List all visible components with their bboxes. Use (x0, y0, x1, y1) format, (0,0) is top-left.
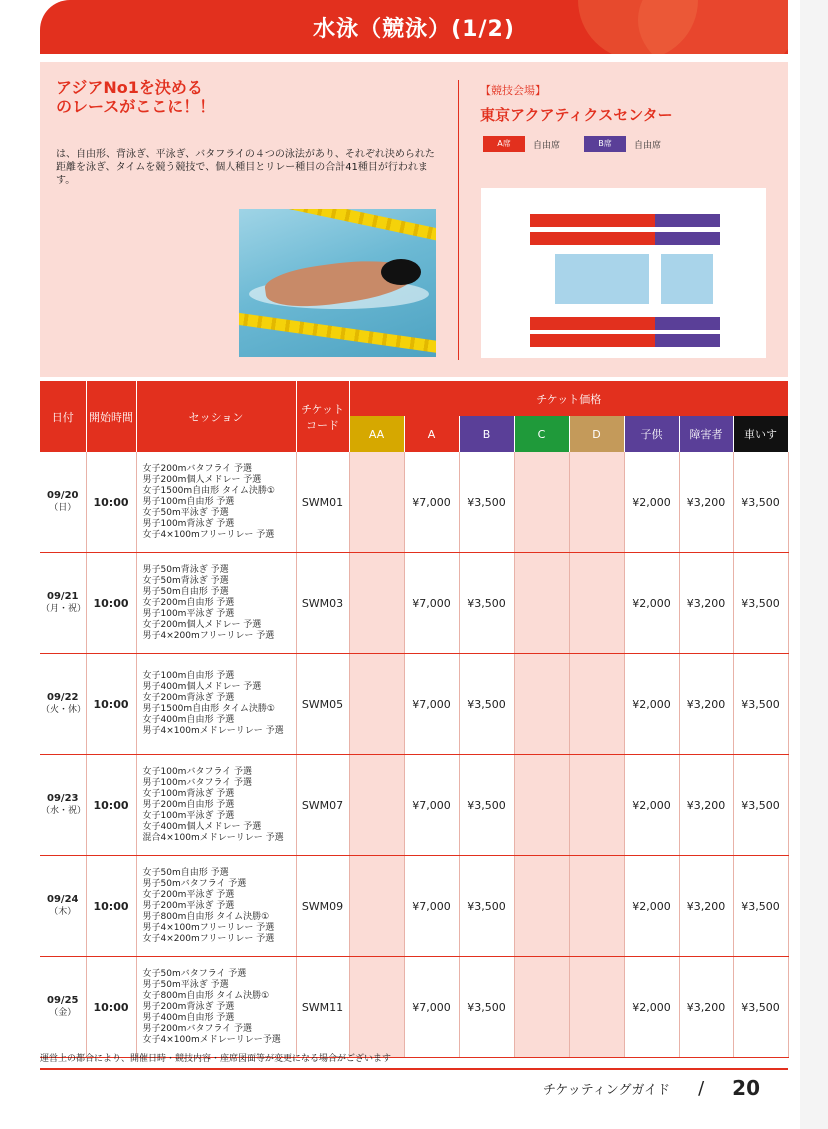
seat-section-a (530, 214, 655, 227)
date-value: 09/22 (47, 692, 79, 703)
header-tier: A (404, 416, 459, 452)
day-of-week: （火・休） (41, 705, 87, 715)
price-cell: ¥2,000 (624, 553, 679, 654)
session-cell: 女子100mバタフライ 予選 男子100mバタフライ 予選 女子100m背泳ぎ 予選 男子200m自由形 予選 女子100m平泳ぎ 予選 女子400m個人メドレー 予選 混合4×100mメドレーリレー 予選 (136, 755, 296, 856)
price-cell (514, 452, 569, 553)
price-cell: ¥3,500 (459, 553, 514, 654)
seat-section-a (530, 334, 655, 347)
seat-section-b (655, 214, 720, 227)
day-of-week: （月・祝） (41, 604, 87, 614)
day-of-week: （水・祝） (41, 806, 87, 816)
footer-slash: / (698, 1077, 705, 1099)
header-session: セッション (136, 381, 296, 452)
seat-row (530, 317, 720, 330)
price-cell: ¥2,000 (624, 755, 679, 856)
price-cell: ¥7,000 (404, 957, 459, 1058)
price-cell: ¥7,000 (404, 755, 459, 856)
session-cell: 男子50m背泳ぎ 予選 女子50m背泳ぎ 予選 男子50m自由形 予選 女子200m自由形 予選 男子100m平泳ぎ 予選 女子200m個人メドレー 予選 男子4×200mフリーリレー 予選 (136, 553, 296, 654)
price-cell (349, 553, 404, 654)
price-cell (569, 553, 624, 654)
header-tier: 子供 (624, 416, 679, 452)
ticket-code-cell: SWM01 (296, 452, 349, 553)
legend-text-a: 自由席 (533, 140, 561, 151)
price-cell: ¥2,000 (624, 654, 679, 755)
price-cell (514, 957, 569, 1058)
header-start-time: 開始時間 (86, 381, 136, 452)
header-tier: 障害者 (679, 416, 733, 452)
header-tier: D (569, 416, 624, 452)
start-time-cell: 10:00 (86, 553, 136, 654)
price-cell: ¥3,500 (459, 755, 514, 856)
price-cell (514, 654, 569, 755)
main-pool (555, 254, 649, 304)
ticket-code-cell: SWM09 (296, 856, 349, 957)
price-cell: ¥7,000 (404, 856, 459, 957)
date-value: 09/24 (47, 894, 79, 905)
day-of-week: （金） (49, 1008, 77, 1018)
price-cell: ¥3,200 (679, 452, 733, 553)
lane-rope (280, 209, 436, 247)
page-title: 水泳（競泳）(1/2) (313, 17, 515, 42)
price-cell: ¥2,000 (624, 957, 679, 1058)
start-time-cell: 10:00 (86, 957, 136, 1058)
price-cell: ¥2,000 (624, 856, 679, 957)
seat-row (530, 214, 720, 227)
table-row (40, 755, 788, 856)
seat-map (481, 188, 766, 358)
legend-b (584, 136, 661, 152)
date-value: 09/21 (47, 591, 79, 602)
table-row (40, 957, 788, 1058)
page (40, 0, 788, 1129)
catchphrase-line-1: アジアNo1を決める (56, 78, 203, 97)
legend-text-b: 自由席 (634, 140, 662, 151)
price-cell: ¥2,000 (624, 452, 679, 553)
header-tier: C (514, 416, 569, 452)
price-cell (514, 553, 569, 654)
price-cell: ¥3,500 (733, 957, 788, 1058)
table-row (40, 452, 788, 553)
seat-section-a (530, 232, 655, 245)
date-value: 09/20 (47, 490, 79, 501)
legend-chip-a: A席 (483, 136, 525, 152)
ticket-code-cell: SWM07 (296, 755, 349, 856)
price-cell: ¥3,500 (459, 856, 514, 957)
session-cell: 女子50m自由形 予選 男子50mバタフライ 予選 女子200m平泳ぎ 予選 男子200m平泳ぎ 予選 男子800m自由形 タイム決勝① 男子4×100mフリーリレー 予選 女子4×200mフリーリレー 予選 (136, 856, 296, 957)
ticket-code-cell: SWM03 (296, 553, 349, 654)
table-row (40, 553, 788, 654)
price-cell (569, 856, 624, 957)
price-cell: ¥3,200 (679, 654, 733, 755)
price-cell: ¥3,500 (733, 452, 788, 553)
date-cell (40, 755, 86, 856)
start-time-cell: 10:00 (86, 856, 136, 957)
price-cell (569, 755, 624, 856)
header-ticket-code: チケットコード (296, 381, 349, 452)
price-cell (349, 755, 404, 856)
sport-description: は、自由形、背泳ぎ、平泳ぎ、バタフライの４つの泳法があり、それぞれ決められた距離を泳ぎ、タイムを競う競技で、個人種目とリレー種目の合計41種目が行われます。 (56, 149, 435, 186)
table-row (40, 856, 788, 957)
price-cell: ¥3,500 (459, 957, 514, 1058)
footer-rule (40, 1068, 788, 1070)
date-value: 09/25 (47, 995, 79, 1006)
price-cell: ¥3,500 (733, 654, 788, 755)
price-cell (349, 957, 404, 1058)
header-tier: 車いす (733, 416, 788, 452)
info-panel (40, 62, 788, 377)
price-cell: ¥3,200 (679, 957, 733, 1058)
date-cell (40, 856, 86, 957)
ticket-code-cell: SWM05 (296, 654, 349, 755)
price-cell (349, 654, 404, 755)
lane-rope (239, 310, 436, 355)
start-time-cell: 10:00 (86, 452, 136, 553)
seat-row (530, 232, 720, 245)
session-cell: 女子200mバタフライ 予選 男子200m個人メドレー 予選 女子1500m自由形 タイム決勝① 男子100m自由形 予選 女子50m平泳ぎ 予選 男子100m背泳ぎ 予選 女子4×100mフリーリレー 予選 (136, 452, 296, 553)
day-of-week: （木） (49, 907, 77, 917)
start-time-cell: 10:00 (86, 654, 136, 755)
price-cell: ¥3,500 (733, 553, 788, 654)
seat-section-b (655, 317, 720, 330)
diving-pool (661, 254, 713, 304)
price-cell: ¥3,200 (679, 856, 733, 957)
panel-divider (458, 80, 459, 360)
page-number: 20 (732, 1076, 760, 1100)
start-time-cell: 10:00 (86, 755, 136, 856)
header-date: 日付 (40, 381, 86, 452)
swim-cap (381, 259, 421, 285)
seat-section-b (655, 334, 720, 347)
seat-row (530, 334, 720, 347)
session-cell: 女子100m自由形 予選 男子400m個人メドレー 予選 女子200m背泳ぎ 予選 男子1500m自由形 タイム決勝① 女子400m自由形 予選 男子4×100mメドレーリレー 予選 (136, 654, 296, 755)
seat-section-a (530, 317, 655, 330)
date-cell (40, 452, 86, 553)
price-cell: ¥7,000 (404, 553, 459, 654)
venue-label: 【競技会場】 (480, 84, 546, 97)
date-cell (40, 654, 86, 755)
page-edge (800, 0, 828, 1129)
price-cell: ¥3,500 (459, 452, 514, 553)
day-of-week: （日） (49, 503, 77, 513)
seat-section-b (655, 232, 720, 245)
session-cell: 女子50mバタフライ 予選 男子50m平泳ぎ 予選 女子800m自由形 タイム決勝① 男子200m背泳ぎ 予選 男子400m自由形 予選 男子200mバタフライ 予選 女子4×100mメドレーリレー予選 (136, 957, 296, 1058)
price-cell (569, 654, 624, 755)
date-value: 09/23 (47, 793, 79, 804)
price-cell: ¥3,500 (733, 755, 788, 856)
date-cell (40, 957, 86, 1058)
catchphrase-line-2: のレースがここに！！ (56, 97, 216, 116)
catchphrase (56, 78, 215, 116)
header-ticket-price: チケット価格 (349, 381, 788, 416)
date-cell (40, 553, 86, 654)
price-cell: ¥7,000 (404, 654, 459, 755)
schedule-table (40, 381, 789, 1058)
price-cell (514, 856, 569, 957)
price-cell (569, 957, 624, 1058)
price-cell: ¥3,200 (679, 553, 733, 654)
header-tier: AA (349, 416, 404, 452)
price-cell: ¥3,500 (733, 856, 788, 957)
notice-text: 運営上の都合により、開催日時・競技内容・座席図面等が変更になる場合がございます (40, 1054, 392, 1064)
header-tier: B (459, 416, 514, 452)
price-cell: ¥3,200 (679, 755, 733, 856)
price-cell: ¥3,500 (459, 654, 514, 755)
guide-title: チケッティングガイド (542, 1082, 671, 1098)
table-row (40, 654, 788, 755)
venue-name: 東京アクアティクスセンター (480, 106, 673, 124)
legend-chip-b: B席 (584, 136, 626, 152)
ticket-code-cell: SWM11 (296, 957, 349, 1058)
page-footer (543, 1076, 760, 1100)
price-cell: ¥7,000 (404, 452, 459, 553)
price-cell (569, 452, 624, 553)
price-cell (349, 452, 404, 553)
price-cell (349, 856, 404, 957)
price-cell (514, 755, 569, 856)
swimmer-photo (239, 209, 436, 357)
title-banner (40, 0, 788, 54)
legend-a (483, 136, 560, 152)
